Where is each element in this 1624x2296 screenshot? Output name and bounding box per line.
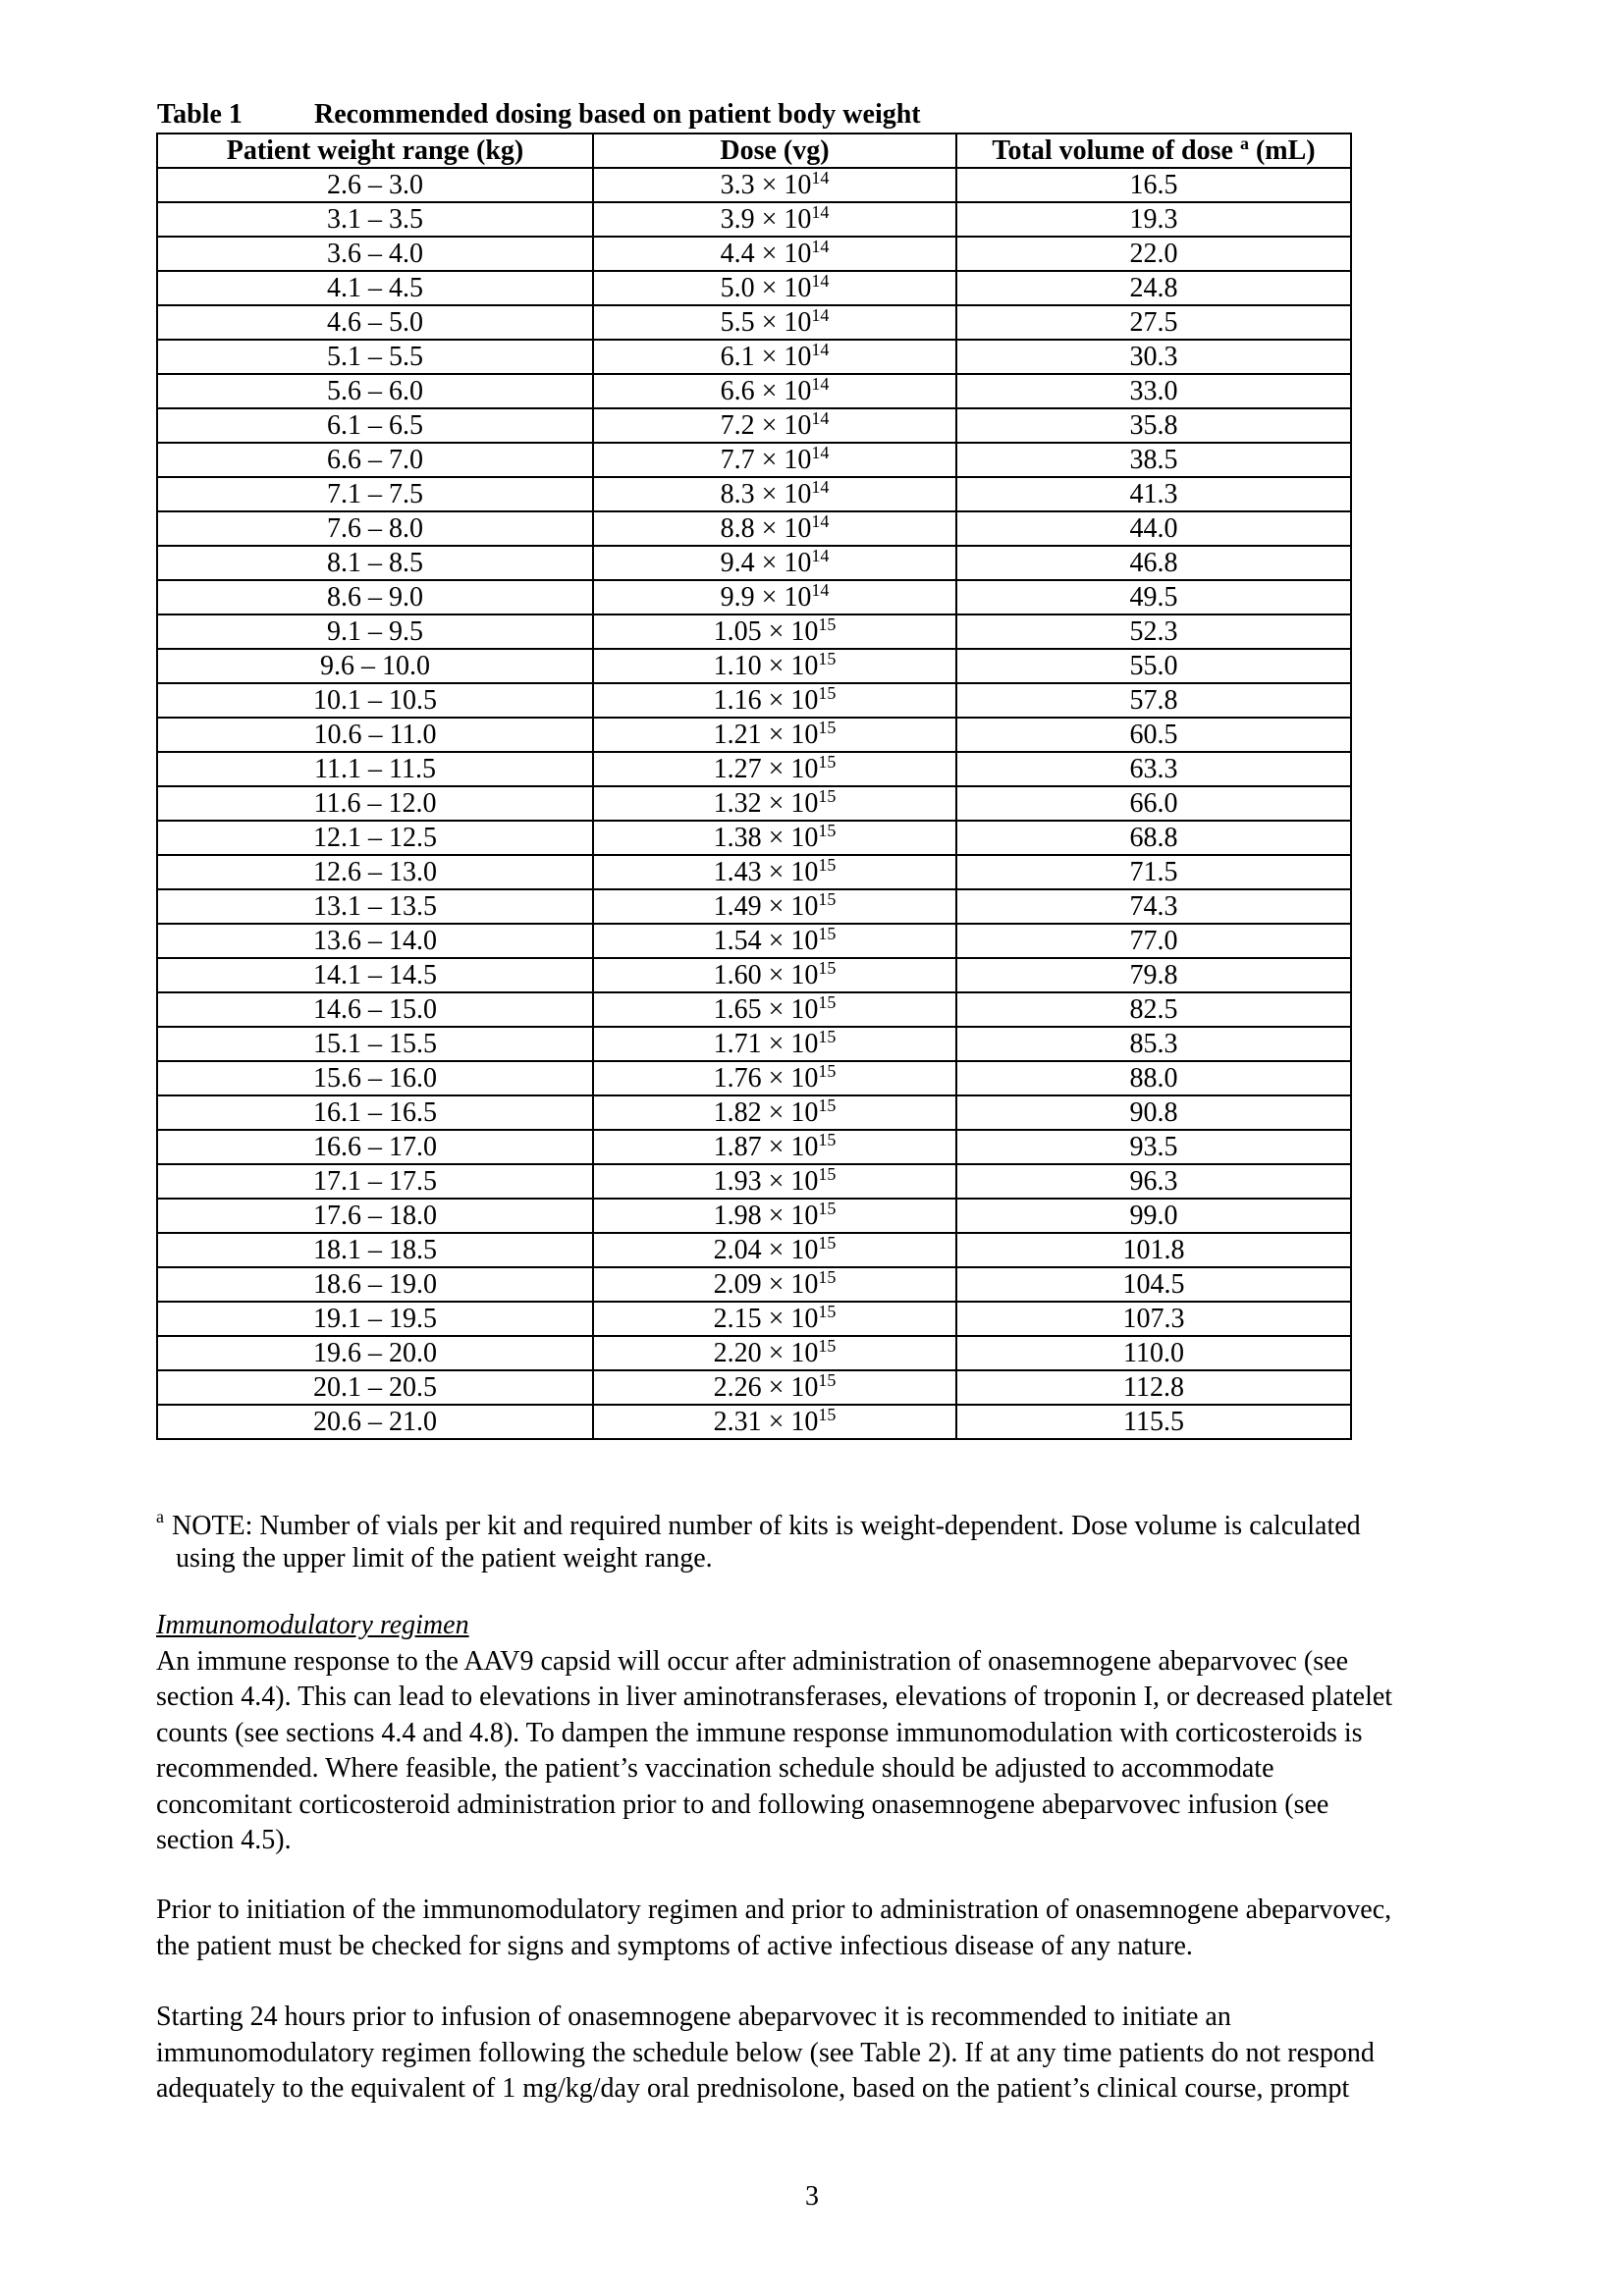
cell-dose <box>593 992 956 1027</box>
cell-total-volume: 44.0 <box>956 511 1351 546</box>
table-row <box>157 1027 1351 1061</box>
table-row <box>157 443 1351 477</box>
dose-mantissa: 6.6 × 10 <box>720 375 812 406</box>
dose-mantissa: 8.3 × 10 <box>720 478 812 509</box>
table-body <box>157 168 1351 1439</box>
section-heading: Immunomodulatory regimen <box>156 1610 469 1640</box>
table-row <box>157 546 1351 580</box>
table-row <box>157 340 1351 374</box>
cell-weight-range: 14.6 – 15.0 <box>157 992 593 1027</box>
table-row <box>157 1164 1351 1199</box>
cell-dose <box>593 614 956 649</box>
table-row <box>157 168 1351 202</box>
cell-total-volume: 46.8 <box>956 546 1351 580</box>
dose-exponent: 15 <box>818 717 837 737</box>
cell-total-volume: 30.3 <box>956 340 1351 374</box>
cell-total-volume: 88.0 <box>956 1061 1351 1095</box>
cell-total-volume: 107.3 <box>956 1302 1351 1336</box>
dose-mantissa: 9.4 × 10 <box>720 547 812 578</box>
dose-exponent: 14 <box>811 476 830 497</box>
header-volume-footnote-mark: a <box>1239 133 1249 153</box>
table-row <box>157 992 1351 1027</box>
cell-weight-range: 17.6 – 18.0 <box>157 1199 593 1233</box>
cell-total-volume: 55.0 <box>956 649 1351 683</box>
dose-exponent: 15 <box>818 682 837 703</box>
table-row <box>157 237 1351 271</box>
dose-exponent: 15 <box>818 1060 837 1081</box>
table-row <box>157 580 1351 614</box>
dose-exponent: 15 <box>818 1163 837 1184</box>
dose-exponent: 15 <box>818 888 837 909</box>
dose-exponent: 14 <box>811 545 830 565</box>
table-caption-title: Recommended dosing based on patient body weight <box>314 99 921 130</box>
cell-total-volume: 99.0 <box>956 1199 1351 1233</box>
cell-dose <box>593 958 956 992</box>
immunomodulatory-section <box>156 1608 1531 1859</box>
cell-dose <box>593 1336 956 1370</box>
dose-mantissa: 3.3 × 10 <box>720 169 812 200</box>
cell-total-volume: 60.5 <box>956 718 1351 752</box>
cell-total-volume: 74.3 <box>956 889 1351 924</box>
cell-dose <box>593 821 956 855</box>
table-row <box>157 649 1351 683</box>
dose-mantissa: 5.0 × 10 <box>720 272 812 303</box>
dose-mantissa: 1.16 × 10 <box>713 684 819 716</box>
table-row <box>157 958 1351 992</box>
paragraph-line: section 4.5). <box>156 1825 292 1855</box>
dose-exponent: 15 <box>818 854 837 875</box>
paragraph-line: Starting 24 hours prior to infusion of onasemnogene abeparvovec it is recommended to initiate an <box>156 2002 1231 2032</box>
cell-total-volume: 33.0 <box>956 374 1351 408</box>
dose-exponent: 15 <box>818 991 837 1012</box>
header-dose: Dose (vg) <box>593 133 956 168</box>
cell-weight-range: 16.1 – 16.5 <box>157 1095 593 1130</box>
table-row <box>157 374 1351 408</box>
cell-dose <box>593 443 956 477</box>
dose-mantissa: 1.71 × 10 <box>713 1028 819 1059</box>
cell-dose <box>593 855 956 889</box>
footnote-line-1 <box>156 1507 1531 1542</box>
cell-dose <box>593 1130 956 1164</box>
cell-weight-range: 9.1 – 9.5 <box>157 614 593 649</box>
cell-total-volume: 41.3 <box>956 477 1351 511</box>
dose-mantissa: 7.7 × 10 <box>720 444 812 475</box>
cell-dose <box>593 202 956 237</box>
cell-total-volume: 35.8 <box>956 408 1351 443</box>
dose-exponent: 14 <box>811 510 830 531</box>
cell-total-volume: 96.3 <box>956 1164 1351 1199</box>
dose-exponent: 15 <box>818 1198 837 1218</box>
cell-total-volume: 77.0 <box>956 924 1351 958</box>
table-row <box>157 477 1351 511</box>
table-row <box>157 305 1351 340</box>
cell-total-volume: 66.0 <box>956 786 1351 821</box>
dose-mantissa: 7.2 × 10 <box>720 409 812 441</box>
table-row <box>157 1130 1351 1164</box>
cell-dose <box>593 752 956 786</box>
table-row <box>157 718 1351 752</box>
paragraph-1 <box>156 1644 1531 1859</box>
table-footnote <box>156 1507 1531 1575</box>
dose-exponent: 14 <box>811 579 830 600</box>
cell-dose <box>593 718 956 752</box>
cell-weight-range: 10.1 – 10.5 <box>157 683 593 718</box>
table-row <box>157 271 1351 305</box>
cell-weight-range: 11.1 – 11.5 <box>157 752 593 786</box>
table-row <box>157 683 1351 718</box>
dose-mantissa: 1.93 × 10 <box>713 1165 819 1197</box>
cell-weight-range: 13.1 – 13.5 <box>157 889 593 924</box>
table-row <box>157 1302 1351 1336</box>
dose-mantissa: 5.5 × 10 <box>720 306 812 338</box>
footnote-line-2: using the upper limit of the patient weight range. <box>176 1543 713 1574</box>
paragraph-3 <box>156 2000 1531 2108</box>
cell-dose <box>593 237 956 271</box>
cell-dose <box>593 924 956 958</box>
dose-mantissa: 1.27 × 10 <box>713 753 819 784</box>
cell-total-volume: 110.0 <box>956 1336 1351 1370</box>
dose-exponent: 15 <box>818 957 837 978</box>
paragraph-line: An immune response to the AAV9 capsid will occur after administration of onasemnogene abeparvovec (see <box>156 1645 1349 1677</box>
cell-dose <box>593 1370 956 1405</box>
header-volume-suffix: (mL) <box>1248 134 1316 166</box>
cell-total-volume: 93.5 <box>956 1130 1351 1164</box>
cell-dose <box>593 1233 956 1267</box>
dose-mantissa: 1.49 × 10 <box>713 890 819 922</box>
table-row <box>157 1336 1351 1370</box>
cell-dose <box>593 374 956 408</box>
cell-weight-range: 16.6 – 17.0 <box>157 1130 593 1164</box>
cell-dose <box>593 580 956 614</box>
table-row <box>157 1095 1351 1130</box>
cell-weight-range: 3.1 – 3.5 <box>157 202 593 237</box>
cell-weight-range: 7.1 – 7.5 <box>157 477 593 511</box>
cell-weight-range: 5.1 – 5.5 <box>157 340 593 374</box>
dose-mantissa: 2.26 × 10 <box>713 1371 819 1403</box>
cell-total-volume: 101.8 <box>956 1233 1351 1267</box>
cell-weight-range: 18.1 – 18.5 <box>157 1233 593 1267</box>
cell-dose <box>593 683 956 718</box>
dose-mantissa: 1.38 × 10 <box>713 822 819 853</box>
cell-weight-range: 2.6 – 3.0 <box>157 168 593 202</box>
table-row <box>157 1199 1351 1233</box>
cell-total-volume: 104.5 <box>956 1267 1351 1302</box>
paragraph-line: concomitant corticosteroid administration prior to and following onasemnogene abeparvovec infusion (see <box>156 1789 1329 1820</box>
table-row <box>157 614 1351 649</box>
dose-mantissa: 2.04 × 10 <box>713 1234 819 1265</box>
dose-mantissa: 1.43 × 10 <box>713 856 819 887</box>
cell-total-volume: 24.8 <box>956 271 1351 305</box>
dose-exponent: 14 <box>811 442 830 462</box>
dose-mantissa: 1.21 × 10 <box>713 719 819 750</box>
dose-exponent: 15 <box>818 1232 837 1253</box>
cell-weight-range: 7.6 – 8.0 <box>157 511 593 546</box>
cell-weight-range: 14.1 – 14.5 <box>157 958 593 992</box>
footnote-mark: a <box>156 1507 164 1526</box>
dose-exponent: 15 <box>818 614 837 634</box>
paragraph-line: adequately to the equivalent of 1 mg/kg/day oral prednisolone, based on the patient’s clinical course, prompt <box>156 2073 1350 2104</box>
table-caption <box>157 99 921 131</box>
dose-mantissa: 2.09 × 10 <box>713 1268 819 1300</box>
table-row <box>157 855 1351 889</box>
dose-mantissa: 1.98 × 10 <box>713 1200 819 1231</box>
cell-weight-range: 19.1 – 19.5 <box>157 1302 593 1336</box>
cell-dose <box>593 546 956 580</box>
dose-mantissa: 1.05 × 10 <box>713 615 819 647</box>
dose-exponent: 15 <box>818 820 837 840</box>
paragraph-line: immunomodulatory regimen following the schedule below (see Table 2). If at any time patients do not respond <box>156 2037 1375 2068</box>
cell-total-volume: 79.8 <box>956 958 1351 992</box>
paragraph-line: recommended. Where feasible, the patient’s vaccination schedule should be adjusted to accommodate <box>156 1753 1274 1784</box>
dose-mantissa: 6.1 × 10 <box>720 341 812 372</box>
cell-weight-range: 12.1 – 12.5 <box>157 821 593 855</box>
cell-dose <box>593 1061 956 1095</box>
table-row <box>157 1405 1351 1439</box>
cell-dose <box>593 1302 956 1336</box>
cell-weight-range: 18.6 – 19.0 <box>157 1267 593 1302</box>
header-total-volume <box>956 133 1351 168</box>
paragraph-line: Prior to initiation of the immunomodulatory regimen and prior to administration of onasemnogene abeparvovec, <box>156 1895 1392 1925</box>
page-number: 3 <box>805 2181 819 2212</box>
cell-weight-range: 5.6 – 6.0 <box>157 374 593 408</box>
cell-weight-range: 4.6 – 5.0 <box>157 305 593 340</box>
cell-weight-range: 20.6 – 21.0 <box>157 1405 593 1439</box>
dose-exponent: 15 <box>818 923 837 943</box>
dose-exponent: 15 <box>818 1335 837 1356</box>
table-row <box>157 1233 1351 1267</box>
dose-mantissa: 1.32 × 10 <box>713 787 819 819</box>
cell-weight-range: 10.6 – 11.0 <box>157 718 593 752</box>
cell-dose <box>593 649 956 683</box>
cell-weight-range: 15.1 – 15.5 <box>157 1027 593 1061</box>
cell-total-volume: 71.5 <box>956 855 1351 889</box>
cell-weight-range: 4.1 – 4.5 <box>157 271 593 305</box>
cell-weight-range: 6.1 – 6.5 <box>157 408 593 443</box>
dose-mantissa: 8.8 × 10 <box>720 512 812 544</box>
table-row <box>157 202 1351 237</box>
cell-weight-range: 11.6 – 12.0 <box>157 786 593 821</box>
dose-exponent: 15 <box>818 785 837 806</box>
dose-mantissa: 1.76 × 10 <box>713 1062 819 1094</box>
cell-dose <box>593 1405 956 1439</box>
table-row <box>157 511 1351 546</box>
dose-exponent: 15 <box>818 1266 837 1287</box>
cell-dose <box>593 168 956 202</box>
cell-total-volume: 115.5 <box>956 1405 1351 1439</box>
dose-mantissa: 4.4 × 10 <box>720 238 812 269</box>
dose-exponent: 15 <box>818 1301 837 1321</box>
dosing-table <box>156 133 1352 1440</box>
cell-total-volume: 52.3 <box>956 614 1351 649</box>
cell-dose <box>593 1164 956 1199</box>
cell-dose <box>593 477 956 511</box>
cell-dose <box>593 1095 956 1130</box>
cell-total-volume: 38.5 <box>956 443 1351 477</box>
cell-total-volume: 19.3 <box>956 202 1351 237</box>
cell-dose <box>593 1027 956 1061</box>
dose-exponent: 15 <box>818 1095 837 1115</box>
table-row <box>157 889 1351 924</box>
cell-dose <box>593 511 956 546</box>
dose-exponent: 14 <box>811 407 830 428</box>
table-row <box>157 924 1351 958</box>
cell-dose <box>593 340 956 374</box>
paragraph-2 <box>156 1893 1531 1964</box>
cell-weight-range: 8.6 – 9.0 <box>157 580 593 614</box>
dose-exponent: 15 <box>818 1369 837 1390</box>
cell-total-volume: 49.5 <box>956 580 1351 614</box>
cell-total-volume: 57.8 <box>956 683 1351 718</box>
dose-exponent: 15 <box>818 751 837 772</box>
cell-weight-range: 8.1 – 8.5 <box>157 546 593 580</box>
cell-total-volume: 82.5 <box>956 992 1351 1027</box>
dose-exponent: 14 <box>811 373 830 394</box>
dose-mantissa: 2.15 × 10 <box>713 1303 819 1334</box>
dose-exponent: 14 <box>811 339 830 359</box>
cell-weight-range: 3.6 – 4.0 <box>157 237 593 271</box>
header-weight-range: Patient weight range (kg) <box>157 133 593 168</box>
cell-total-volume: 22.0 <box>956 237 1351 271</box>
cell-total-volume: 16.5 <box>956 168 1351 202</box>
header-volume-prefix: Total volume of dose <box>992 134 1240 166</box>
table-row <box>157 1370 1351 1405</box>
cell-weight-range: 20.1 – 20.5 <box>157 1370 593 1405</box>
dose-mantissa: 3.9 × 10 <box>720 203 812 235</box>
table-header-row <box>157 133 1351 168</box>
cell-dose <box>593 271 956 305</box>
paragraph-line: the patient must be checked for signs and symptoms of active infectious disease of any nature. <box>156 1930 1193 1961</box>
cell-dose <box>593 1267 956 1302</box>
cell-weight-range: 12.6 – 13.0 <box>157 855 593 889</box>
cell-dose <box>593 1199 956 1233</box>
cell-weight-range: 17.1 – 17.5 <box>157 1164 593 1199</box>
dose-mantissa: 1.82 × 10 <box>713 1096 819 1128</box>
cell-total-volume: 68.8 <box>956 821 1351 855</box>
dose-exponent: 14 <box>811 304 830 325</box>
dose-mantissa: 9.9 × 10 <box>720 581 812 613</box>
dose-exponent: 14 <box>811 236 830 256</box>
cell-weight-range: 13.6 – 14.0 <box>157 924 593 958</box>
cell-dose <box>593 889 956 924</box>
table-row <box>157 752 1351 786</box>
table-caption-number: Table 1 <box>157 99 243 130</box>
cell-weight-range: 9.6 – 10.0 <box>157 649 593 683</box>
dose-exponent: 15 <box>818 1129 837 1149</box>
dose-mantissa: 2.20 × 10 <box>713 1337 819 1368</box>
cell-dose <box>593 408 956 443</box>
dose-exponent: 15 <box>818 648 837 668</box>
table-row <box>157 1061 1351 1095</box>
paragraph-line: section 4.4). This can lead to elevations in liver aminotransferases, elevations of troponin I, or decreased platelet <box>156 1682 1393 1712</box>
cell-weight-range: 15.6 – 16.0 <box>157 1061 593 1095</box>
cell-dose <box>593 786 956 821</box>
dose-mantissa: 1.65 × 10 <box>713 993 819 1025</box>
dose-exponent: 14 <box>811 270 830 291</box>
dose-mantissa: 1.87 × 10 <box>713 1131 819 1162</box>
dose-mantissa: 1.10 × 10 <box>713 650 819 681</box>
cell-total-volume: 27.5 <box>956 305 1351 340</box>
cell-total-volume: 90.8 <box>956 1095 1351 1130</box>
dose-exponent: 14 <box>811 201 830 222</box>
table-row <box>157 786 1351 821</box>
dose-exponent: 15 <box>818 1026 837 1046</box>
cell-weight-range: 6.6 – 7.0 <box>157 443 593 477</box>
dose-mantissa: 1.54 × 10 <box>713 925 819 956</box>
paragraph-line: counts (see sections 4.4 and 4.8). To dampen the immune response immunomodulation with corticosteroids is <box>156 1717 1363 1748</box>
table-row <box>157 1267 1351 1302</box>
cell-weight-range: 19.6 – 20.0 <box>157 1336 593 1370</box>
dose-mantissa: 2.31 × 10 <box>713 1406 819 1437</box>
table-row <box>157 408 1351 443</box>
dose-exponent: 15 <box>818 1404 837 1424</box>
footnote-text-1: NOTE: Number of vials per kit and required number of kits is weight-dependent. Dose volume is calculated <box>172 1511 1361 1541</box>
cell-total-volume: 112.8 <box>956 1370 1351 1405</box>
cell-total-volume: 63.3 <box>956 752 1351 786</box>
cell-dose <box>593 305 956 340</box>
cell-total-volume: 85.3 <box>956 1027 1351 1061</box>
table-row <box>157 821 1351 855</box>
dose-mantissa: 1.60 × 10 <box>713 959 819 990</box>
dose-exponent: 14 <box>811 167 830 187</box>
